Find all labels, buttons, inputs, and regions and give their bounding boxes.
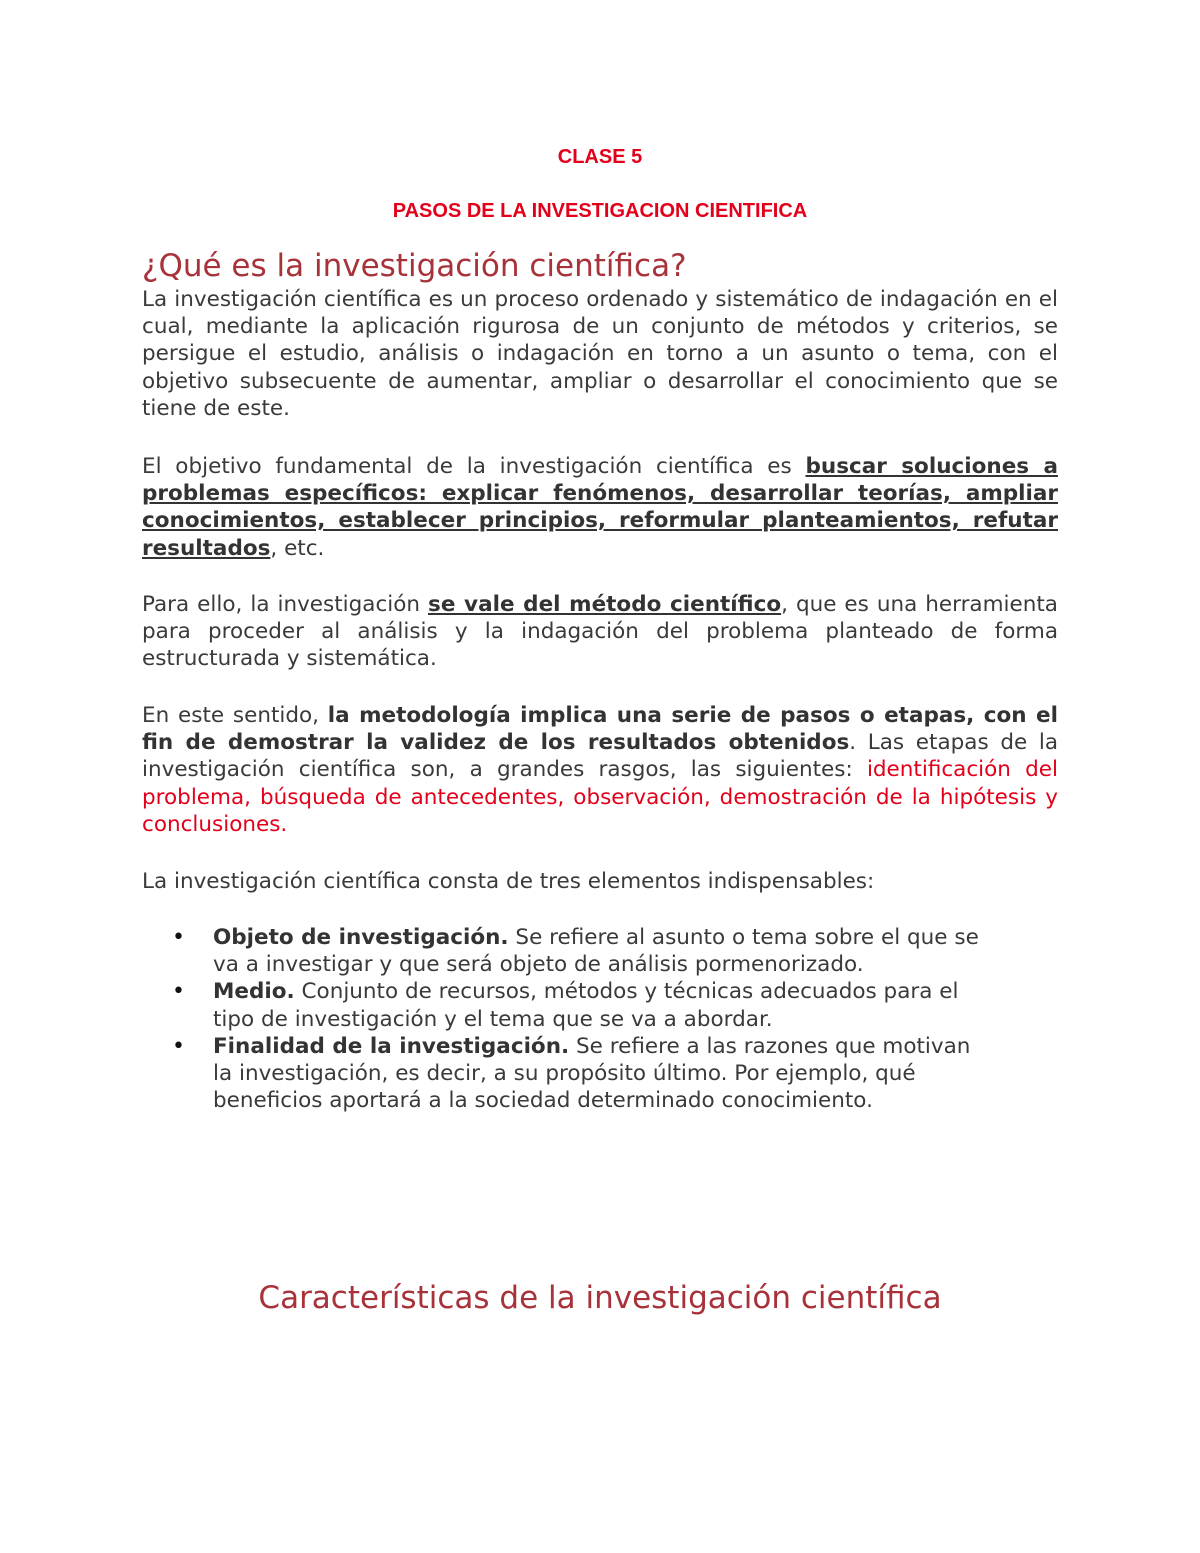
paragraph-methodology-stages: identificación del problema, búsqueda de antecedentes, observación, demostración de la hipótesis y conclusiones. (142, 757, 1058, 837)
paragraph-method (142, 591, 1058, 673)
class-label: CLASE 5 (557, 146, 643, 168)
paragraph-method-end: , que es una herramienta para proceder al análisis y la indagación del problema planteado de forma estructurada y sistemática. (142, 592, 1058, 672)
paragraph-methodology-bold: la metodología implica una serie de pasos o etapas, con el fin de demostrar la validez de los resultados obtenidos (142, 703, 1058, 756)
document-title: PASOS DE LA INVESTIGACION CIENTIFICA (392, 200, 808, 222)
paragraph-definition: La investigación científica es un proceso ordenado y sistemático de indagación en el cual, mediante la aplicación rigurosa de un conjunto de métodos y criterios, se persigue el estudio, análisis o indagación en torno a un asunto o tema, con el objetivo subsecuente de aumentar, ampliar o desarrollar el conocimiento que se tiene de este. (142, 287, 1058, 421)
paragraph-methodology-intro: En este sentido, (142, 703, 328, 728)
paragraph-methodology (142, 702, 1058, 838)
paragraph-objective (142, 453, 1058, 562)
list-item-term: Medio. (213, 979, 295, 1005)
bullet-icon: • (172, 1033, 185, 1059)
paragraph-method-emphasis: se vale del método científico (428, 592, 782, 617)
bullet-icon: • (172, 979, 185, 1005)
paragraph-elements-intro: La investigación científica consta de tres elementos indispensables: (142, 869, 875, 894)
list-item (142, 978, 993, 1032)
list-item (142, 924, 993, 978)
list-item (142, 1033, 993, 1115)
list-item-text: Conjunto de recursos, métodos y técnicas adecuados para el tipo de investigación y el tema que se va a abordar. (213, 979, 959, 1032)
paragraph-objective-end: , etc. (270, 535, 325, 561)
paragraph-method-intro: Para ello, la investigación (142, 592, 429, 617)
paragraph-methodology-mid: . Las etapas de la investigación científica son, a grandes rasgos, las siguientes: (142, 730, 1059, 783)
section-heading-characteristics: Características de la investigación científica (258, 1280, 942, 1316)
elements-list (142, 924, 1058, 1114)
list-item-text: Se refiere a las razones que motivan la investigación, es decir, a su propósito último. Por ejemplo, qué beneficios aportará a la sociedad determinado conocimiento. (213, 1033, 971, 1114)
bullet-icon: • (172, 925, 185, 950)
section-heading-what-is: ¿Qué es la investigación científica? (142, 248, 687, 284)
paragraph-objective-emphasis: buscar soluciones a problemas específicos: explicar fenómenos, desarrollar teorías, ampliar conocimientos, establecer principios, reformular planteamientos, refutar resultados (142, 454, 1058, 561)
paragraph-objective-intro: El objetivo fundamental de la investigación científica es (142, 454, 806, 479)
list-item-term: Finalidad de la investigación. (213, 1033, 570, 1059)
list-item-text: Se refiere al asunto o tema sobre el que se va a investigar y que será objeto de análisis pormenorizado. (213, 925, 979, 978)
list-item-term: Objeto de investigación. (213, 925, 509, 950)
